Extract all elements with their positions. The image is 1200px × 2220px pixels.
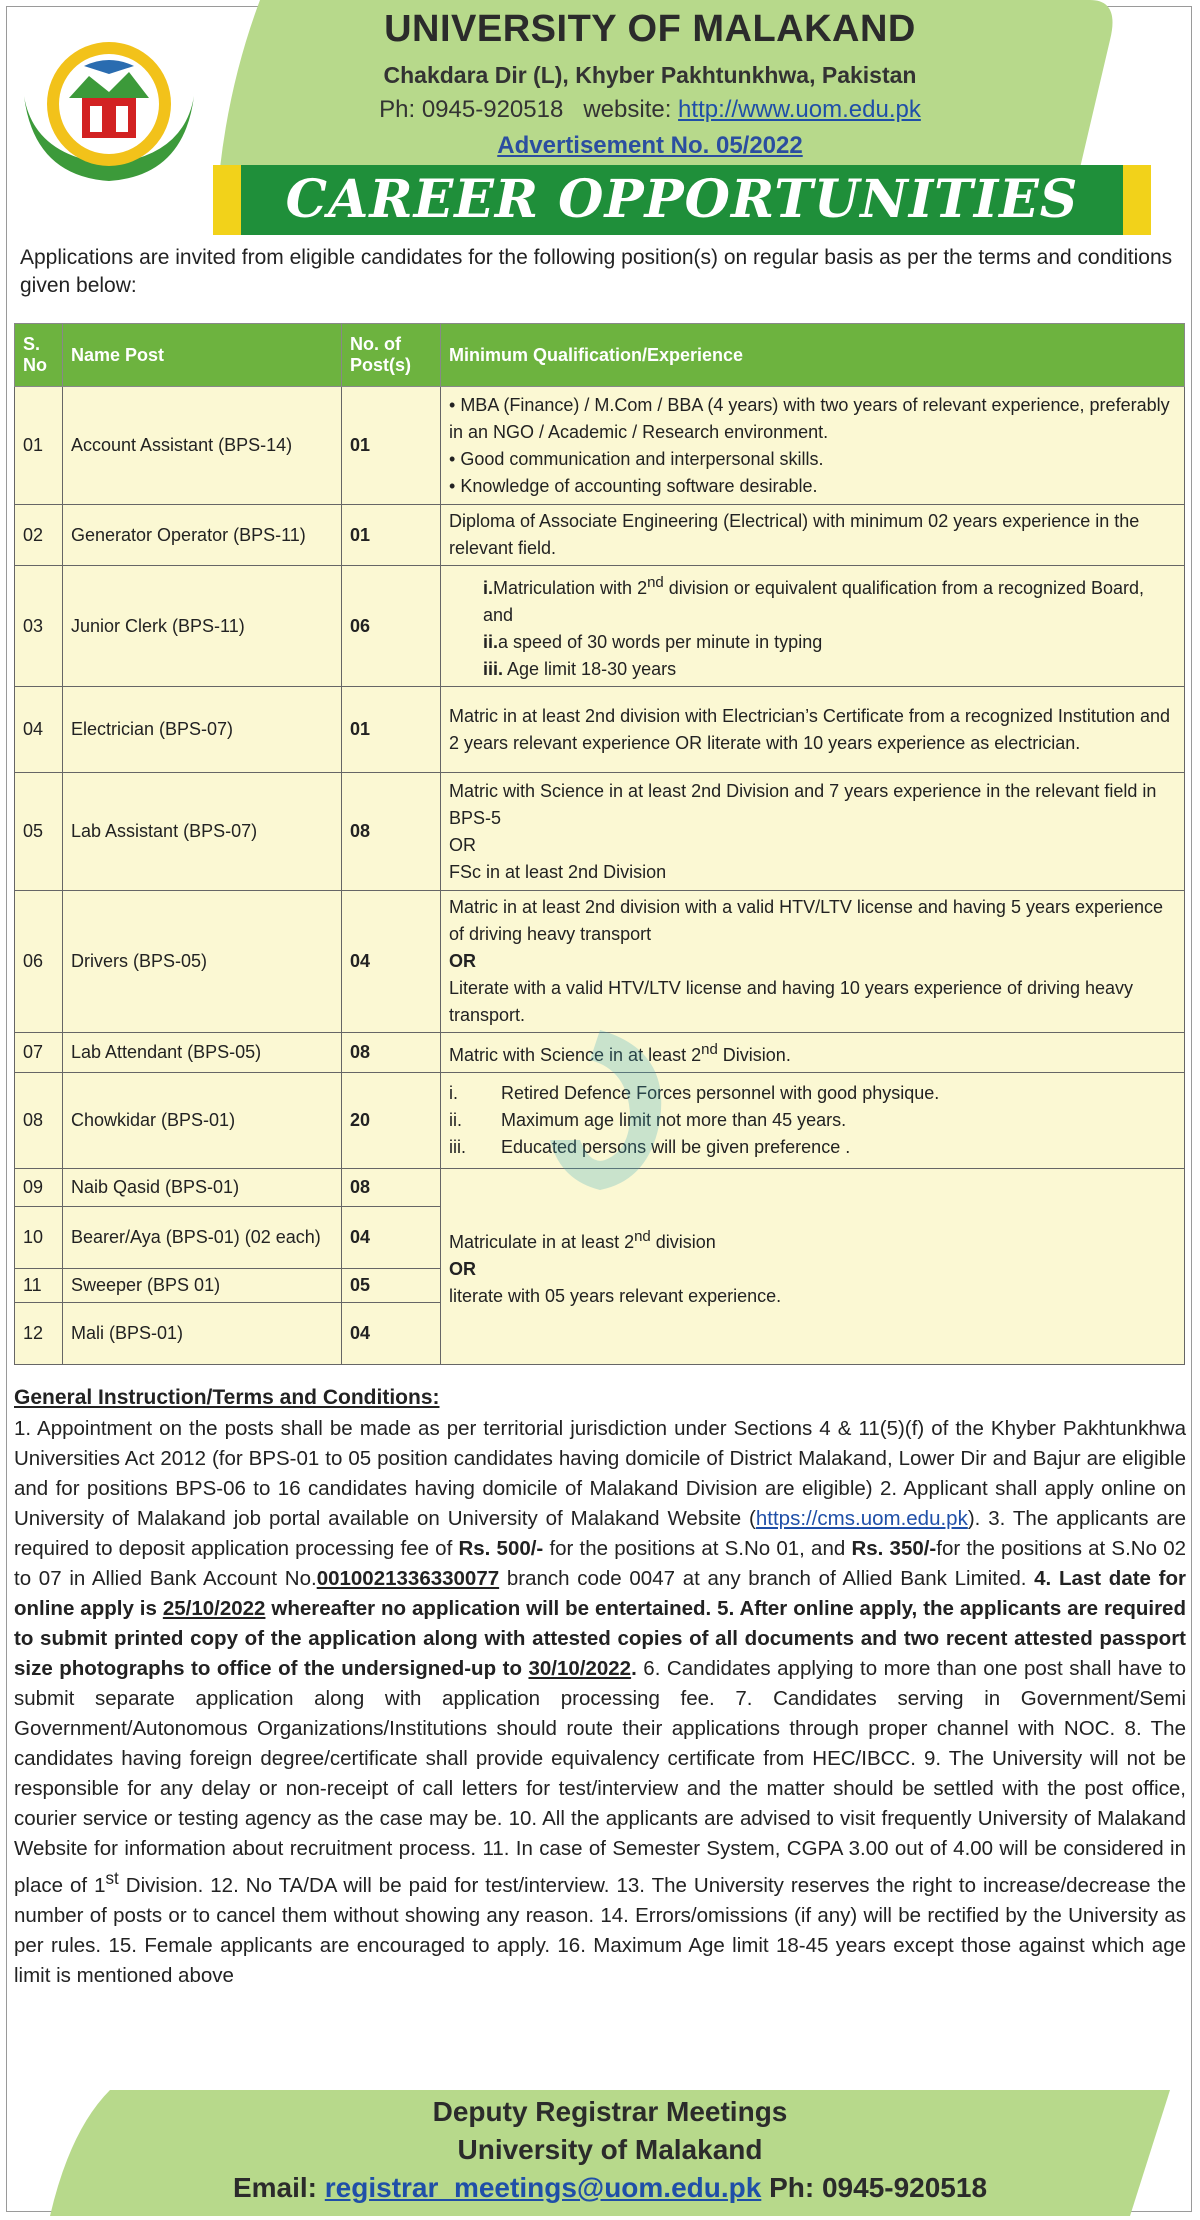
row-post-name: Drivers (BPS-05): [63, 891, 342, 1033]
header: [0, 0, 1200, 250]
header-count: No. of Post(s): [342, 324, 441, 387]
item-number: ii.: [483, 632, 499, 652]
qualification-line: • Good communication and interpersonal skills.: [449, 446, 1176, 473]
university-title: UNIVERSITY OF MALAKAND: [384, 8, 916, 50]
row-qualification: [441, 566, 1185, 687]
qualification-line: FSc in at least 2nd Division: [449, 861, 667, 882]
row-post-count: 04: [342, 1207, 441, 1269]
table-row: [15, 773, 1185, 891]
row-sno: 03: [15, 566, 63, 687]
row-sno: 05: [15, 773, 63, 891]
row-post-name: Generator Operator (BPS-11): [63, 505, 342, 566]
or-text: OR: [449, 1259, 476, 1279]
instruction-text: 6. Candidates applying to more than one post shall have to submit separate application along with application processing fee. 7. Candidates serving in Government/Semi Government/Autonomous Organizations/Institutions should route their applications through proper channel with NOC. 8. The candidates having foreign degree/certificate shall provide equivalency certificate from HEC/IBCC. 9. The University will not be responsible for any delay or non-receipt of call letters for test/interview and the matter should be settled with the post office, courier service or testing agency as the case may be. 10. All the applicants are advised to visit frequently University of Malakand Website for information about recruitment process. 11. In case of Semester System, CGPA 3.00 out of 4.00 will be considered in place of 1: [14, 1657, 1186, 1897]
instruction-text: branch code 0047 at any branch of Allied Bank Limited.: [499, 1567, 1035, 1590]
superscript: st: [105, 1869, 119, 1888]
header-name: Name Post: [63, 324, 342, 387]
qualification-line: Matric in at least 2nd division with a valid HTV/LTV license and having 5 years experience of driving heavy transport: [449, 897, 1164, 944]
row-sno: 10: [15, 1207, 63, 1269]
header-qualification: Minimum Qualification/Experience: [441, 324, 1185, 387]
row-sno: 11: [15, 1269, 63, 1303]
item-number: i.: [449, 1083, 458, 1103]
website-label: website:: [583, 96, 672, 123]
row-post-count: 01: [342, 387, 441, 505]
intro-text: Applications are invited from eligible candidates for the following position(s) on regular basis as per the terms and conditions given below:: [20, 246, 1173, 297]
table-row: [15, 566, 1185, 687]
header-sno: S. No: [15, 324, 63, 387]
qualification-text: Division.: [717, 1045, 791, 1065]
submission-date: 30/10/2022: [528, 1657, 632, 1680]
qualification-line: Literate with a valid HTV/LTV license and having 10 years experience of driving heavy transport.: [449, 978, 1134, 1025]
footer-university: University of Malakand: [457, 2134, 763, 2165]
row-qualification: Diploma of Associate Engineering (Electrical) with minimum 02 years experience in the relevant field.: [441, 505, 1185, 566]
qualification-line: [449, 569, 1176, 629]
row-post-name: Lab Assistant (BPS-07): [63, 773, 342, 891]
qualification-text: Matric with Science in at least 2: [449, 1045, 702, 1065]
advertisement-number: Advertisement No. 05/2022: [497, 132, 803, 159]
row-post-name: Junior Clerk (BPS-11): [63, 566, 342, 687]
row-post-count: 20: [342, 1073, 441, 1169]
instruction-text: ). 3. The applicants are required to deposit application processing fee of: [14, 1507, 1187, 1560]
instructions-body: [14, 1414, 1186, 1991]
instruction-text: Division. 12. No TA/DA will be paid for test/interview. 13. The University reserves the right to increase/decrease the number of posts or to cancel them without showing any reason. 14. Errors/omissions (if any) will be rectified by the University as per rules. 15. Female applicants are encouraged to apply. 16. Maximum Age limit 18-45 years except those against which age limit is mentioned above: [14, 1873, 1186, 1987]
row-post-count: 01: [342, 687, 441, 773]
row-post-count: 08: [342, 1169, 441, 1207]
superscript: nd: [647, 574, 664, 591]
row-post-count: 01: [342, 505, 441, 566]
item-number: i.: [483, 578, 494, 598]
table-row: [15, 387, 1185, 505]
qualification-text: Educated persons will be given preference .: [501, 1137, 851, 1157]
fee-amount: Rs. 500/-: [458, 1537, 544, 1560]
row-sno: 06: [15, 891, 63, 1033]
instruction-bold-text: whereafter no application will be entertained. 5. After online apply, the applicants are required to submit printed copy of the application along with attested copies of all documents and two recent attested passport size photographs to office of the undersigned-up to: [14, 1597, 1186, 1680]
row-qualification: [441, 387, 1185, 505]
row-post-count: 08: [342, 773, 441, 891]
instruction-bold-text: .: [631, 1657, 637, 1680]
or-text: OR: [449, 951, 476, 971]
row-sno: 07: [15, 1033, 63, 1073]
row-post-name: Mali (BPS-01): [63, 1303, 342, 1365]
row-sno: 09: [15, 1169, 63, 1207]
career-banner-title: CAREER OPPORTUNITIES: [285, 169, 1079, 230]
qualification-text: Matriculation with 2: [493, 578, 648, 598]
row-post-count: 04: [342, 891, 441, 1033]
footer-contact: [50, 2172, 1170, 2204]
row-qualification: [441, 891, 1185, 1033]
qualification-text: Matriculate in at least 2: [449, 1232, 635, 1252]
qualification-line: literate with 05 years relevant experience.: [449, 1286, 782, 1306]
row-sno: 12: [15, 1303, 63, 1365]
superscript: nd: [701, 1041, 718, 1058]
row-sno: 08: [15, 1073, 63, 1169]
qualification-text: Maximum age limit not more than 45 years.: [501, 1110, 847, 1130]
qualification-line: Matric with Science in at least 2nd Division and 7 years experience in the relevant field in BPS-5: [449, 780, 1157, 828]
instructions-title: General Instruction/Terms and Conditions:: [14, 1386, 440, 1409]
qualification-line: • Knowledge of accounting software desirable.: [449, 473, 1176, 500]
item-number: ii.: [449, 1110, 462, 1130]
table-header-row: [15, 324, 1185, 387]
qualification-line: [449, 629, 1176, 656]
item-number: iii.: [483, 659, 504, 679]
instruction-text: for the positions at S.No 02 to 07 in Allied Bank Account No.: [14, 1537, 1186, 1590]
row-post-name: Naib Qasid (BPS-01): [63, 1169, 342, 1207]
row-post-name: Sweeper (BPS 01): [63, 1269, 342, 1303]
table-row: [15, 891, 1185, 1033]
positions-table: [14, 323, 1185, 1365]
or-text: OR: [449, 834, 476, 855]
university-logo-icon: [14, 26, 204, 186]
university-address: Chakdara Dir (L), Khyber Pakhtunkhwa, Pakistan: [383, 62, 917, 88]
qualification-line: [449, 656, 1176, 683]
watermark-logo-icon: [520, 1020, 680, 1200]
row-sno: 01: [15, 387, 63, 505]
qualification-line: [449, 1223, 1176, 1256]
superscript: nd: [634, 1228, 651, 1245]
instruction-text: 1. Appointment on the posts shall be made as per territorial jurisdiction under Sections 4 & 11(5)(f) of the Khyber Pakhtunkhwa Universities Act 2012 (for BPS-01 to 05 position candidates having domicile of District Malakand, Lower Dir and Bajur are eligible and for positions BPS-06 to 16 candidates having domicile of Malakand Division are eligible) 2. Applicant shall apply online on University of Malakand job portal available on University of Malakand Website (: [14, 1417, 1186, 1530]
table-row: [15, 687, 1185, 773]
qualification-line: • MBA (Finance) / M.Com / BBA (4 years) with two years of relevant experience, preferably in an NGO / Academic / Research environment.: [449, 392, 1176, 446]
row-post-name: Bearer/Aya (BPS-01) (02 each): [63, 1207, 342, 1269]
fee-amount: Rs. 350/-: [851, 1537, 937, 1560]
row-qualification: Matric in at least 2nd division with Electrician’s Certificate from a recognized Institution and 2 years relevant experience OR literate with 10 years experience as electrician.: [441, 687, 1185, 773]
qualification-text: a speed of 30 words per minute in typing: [498, 632, 823, 652]
row-post-name: Account Assistant (BPS-14): [63, 387, 342, 505]
row-post-name: Lab Attendant (BPS-05): [63, 1033, 342, 1073]
job-portal-link[interactable]: https://cms.uom.edu.pk: [755, 1507, 968, 1530]
row-post-count: 08: [342, 1033, 441, 1073]
row-post-name: Chowkidar (BPS-01): [63, 1073, 342, 1169]
row-post-count: 06: [342, 566, 441, 687]
qualification-text: Age limit 18-30 years: [507, 659, 677, 679]
email-link[interactable]: registrar_meetings@uom.edu.pk: [324, 2172, 762, 2203]
row-qualification: [441, 773, 1185, 891]
university-contact: [300, 96, 1000, 124]
qualification-text: Retired Defence Forces personnel with good physique.: [501, 1083, 940, 1103]
qualification-text: division or equivalent qualification from a recognized Board, and: [483, 578, 1145, 625]
last-date: 25/10/2022: [162, 1597, 266, 1620]
account-number: 0010021336330077: [316, 1567, 500, 1590]
instruction-text: for the positions at S.No 01, and: [543, 1537, 852, 1560]
footer-office: Deputy Registrar Meetings: [432, 2096, 788, 2127]
qualification-text: division: [650, 1232, 716, 1252]
row-sno: 02: [15, 505, 63, 566]
email-label: Email:: [232, 2172, 325, 2203]
item-number: iii.: [449, 1137, 466, 1157]
phone-text: Ph: 0945-920518: [379, 96, 564, 123]
table-row: [15, 505, 1185, 566]
row-post-count: 04: [342, 1303, 441, 1365]
instruction-bold-text: 4. Last date for online apply is: [14, 1567, 1186, 1620]
row-sno: 04: [15, 687, 63, 773]
website-link[interactable]: http://www.uom.edu.pk: [678, 96, 921, 123]
row-post-count: 05: [342, 1269, 441, 1303]
footer-phone: Ph: 0945-920518: [761, 2172, 988, 2203]
row-post-name: Electrician (BPS-07): [63, 687, 342, 773]
